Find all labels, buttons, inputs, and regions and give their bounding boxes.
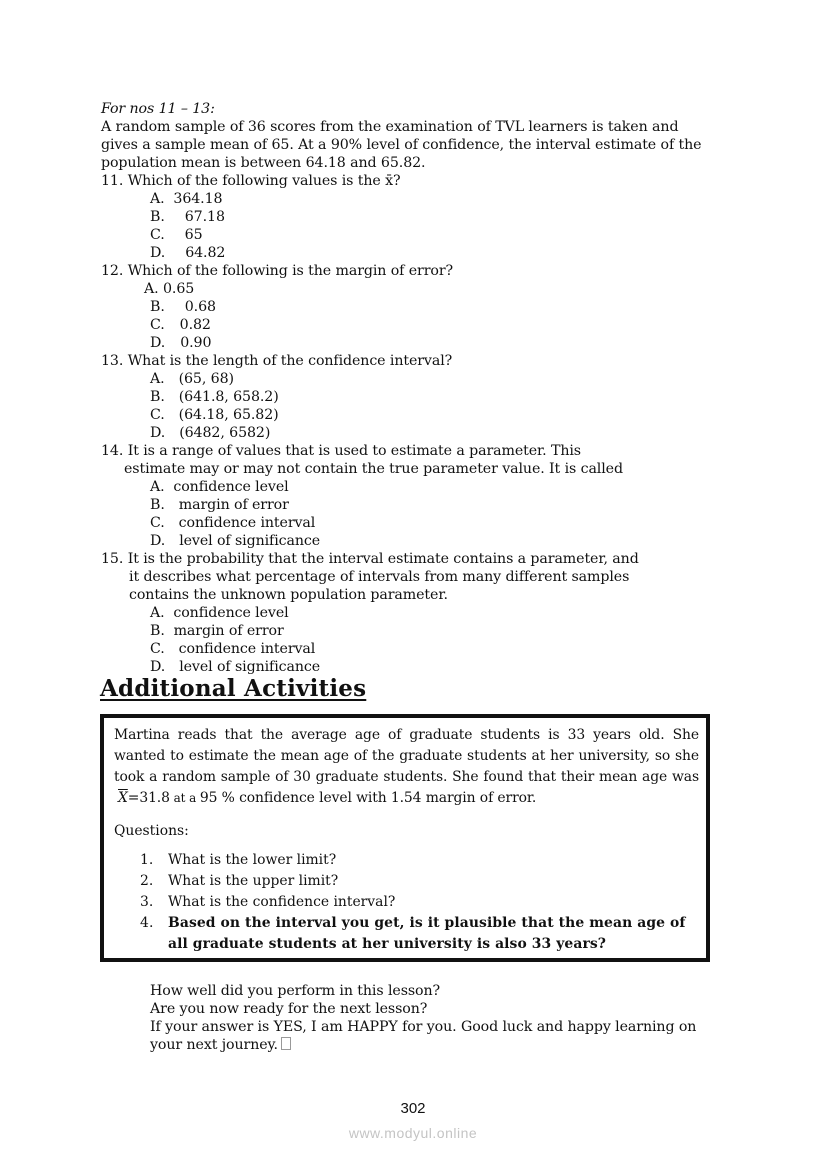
option-letter: A. (144, 281, 159, 297)
closing-text: your next journey. (150, 1037, 278, 1053)
question-text: What is the confidence interval? (168, 894, 396, 910)
option-15-c (150, 640, 315, 658)
option-letter: D. (150, 425, 166, 441)
option-14-c (150, 514, 315, 532)
option-letter: C. (150, 641, 165, 657)
option-text: 0.90 (180, 335, 212, 351)
option-letter: B. (150, 209, 165, 225)
question-number: 13. (101, 353, 124, 369)
option-11-c (150, 226, 203, 244)
closing-line: How well did you perform in this lesson? (150, 983, 441, 999)
option-text: 364.18 (173, 191, 223, 207)
question-11 (101, 172, 401, 190)
question-number: 15. (101, 551, 124, 567)
watermark[interactable]: www.modyul.online (348, 1125, 478, 1141)
option-letter: C. (150, 407, 165, 423)
activity-question-4 (140, 913, 700, 955)
option-letter: B. (150, 623, 165, 639)
option-15-a (150, 604, 289, 622)
question-text: Based on the interval you get, is it plausible that the mean age of (168, 915, 686, 931)
option-text: level of significance (179, 533, 321, 549)
option-11-d (150, 244, 225, 262)
option-text: level of significance (179, 659, 321, 675)
question-text: It is a range of values that is used to estimate a parameter. This (127, 443, 581, 459)
option-text: (6482, 6582) (179, 425, 271, 441)
question-text-continued: estimate may or may not contain the true parameter value. It is called (124, 461, 623, 477)
question-text: It is the probability that the interval estimate contains a parameter, and (127, 551, 639, 567)
paragraph-text-end: 95 % confidence level with 1.54 margin of error. (199, 790, 537, 806)
question-12 (101, 262, 453, 280)
option-letter: D. (150, 659, 166, 675)
option-14-a (150, 478, 289, 496)
closing-line: If your answer is YES, I am HAPPY for you. Good luck and happy learning on (150, 1019, 697, 1035)
option-14-d (150, 532, 320, 550)
xbar-value: =31.8 (127, 790, 170, 806)
activity-question-3 (140, 892, 700, 913)
option-text: (64.18, 65.82) (178, 407, 279, 423)
option-text: 0.68 (184, 299, 216, 315)
option-text: confidence level (173, 605, 289, 621)
option-letter: A. (150, 479, 165, 495)
option-letter: C. (150, 317, 165, 333)
option-text: 65 (184, 227, 203, 243)
option-13-a (150, 370, 234, 388)
closing-line: Are you now ready for the next lesson? (150, 1001, 428, 1017)
question-number: 11. (101, 173, 124, 189)
option-text: confidence interval (178, 641, 316, 657)
option-text: 0.65 (162, 281, 195, 297)
activity-question-1 (140, 850, 700, 871)
section-heading: Additional Activities (100, 675, 367, 702)
option-text: confidence level (173, 479, 289, 495)
option-14-b (150, 496, 289, 514)
activity-question-2 (140, 871, 700, 892)
question-text: What is the upper limit? (168, 873, 339, 889)
paragraph-text: Martina reads that the average age of graduate students is 33 years old. She wanted to estimate the mean age of the graduate students at her university, so she took a random sample of 30 graduate students. She found that their mean age was (114, 727, 699, 785)
question-number: 1. (140, 852, 154, 868)
at-a-text: at a (169, 791, 200, 805)
option-letter: B. (150, 497, 165, 513)
option-letter: D. (150, 245, 166, 261)
question-number: 12. (101, 263, 124, 279)
option-letter: D. (150, 533, 166, 549)
option-15-b (150, 622, 284, 640)
option-13-b (150, 388, 279, 406)
section-label: For nos 11 – 13: (101, 101, 215, 117)
question-text-continued: contains the unknown population parameter. (129, 587, 448, 603)
option-letter: A. (150, 605, 165, 621)
option-text: 64.82 (185, 245, 226, 261)
option-letter: D. (150, 335, 166, 351)
question-number: 4. (140, 915, 154, 931)
option-12-c (150, 316, 211, 334)
option-12-b (150, 298, 216, 316)
option-text: margin of error (178, 497, 289, 513)
option-letter: C. (150, 515, 165, 531)
option-12-d (150, 334, 211, 352)
option-text: 0.82 (179, 317, 211, 333)
option-text: confidence interval (178, 515, 316, 531)
option-text: margin of error (173, 623, 284, 639)
activity-box (100, 714, 710, 962)
question-number: 2. (140, 873, 154, 889)
option-text: (641.8, 658.2) (178, 389, 279, 405)
question-13 (101, 352, 452, 370)
closing-line-last (150, 1036, 291, 1054)
question-text: What is the length of the confidence interval? (127, 353, 453, 369)
option-11-b (150, 208, 225, 226)
option-letter: B. (150, 389, 165, 405)
question-text: Which of the following is the margin of error? (127, 263, 454, 279)
option-letter: A. (150, 371, 165, 387)
question-number: 14. (101, 443, 124, 459)
option-letter: A. (150, 191, 165, 207)
question-15 (101, 550, 639, 568)
option-11-a (150, 190, 222, 208)
question-text: What is the lower limit? (168, 852, 337, 868)
question-14 (101, 442, 581, 460)
passage-line: population mean is between 64.18 and 65.82. (101, 155, 426, 171)
question-text-continued: it describes what percentage of intervals from many different samples (129, 569, 630, 585)
option-letter: C. (150, 227, 165, 243)
option-text: 67.18 (184, 209, 225, 225)
activity-paragraph (114, 725, 699, 809)
passage-line: gives a sample mean of 65. At a 90% level of confidence, the interval estimate of the (101, 137, 702, 153)
option-text: (65, 68) (178, 371, 234, 387)
xbar-symbol: $\overline{X}$ (118, 790, 128, 806)
question-text: Which of the following values is the x̄? (127, 173, 401, 189)
question-number: 3. (140, 894, 154, 910)
option-13-d (150, 424, 270, 442)
passage-line: A random sample of 36 scores from the examination of TVL learners is taken and (101, 119, 679, 135)
questions-label: Questions: (114, 823, 189, 839)
option-13-c (150, 406, 279, 424)
question-text-continued: all graduate students at her university is also 33 years? (168, 936, 607, 952)
option-letter: B. (150, 299, 165, 315)
page-number: 302 (400, 1100, 426, 1117)
missing-glyph-icon (281, 1037, 291, 1050)
option-12-a (144, 280, 194, 298)
